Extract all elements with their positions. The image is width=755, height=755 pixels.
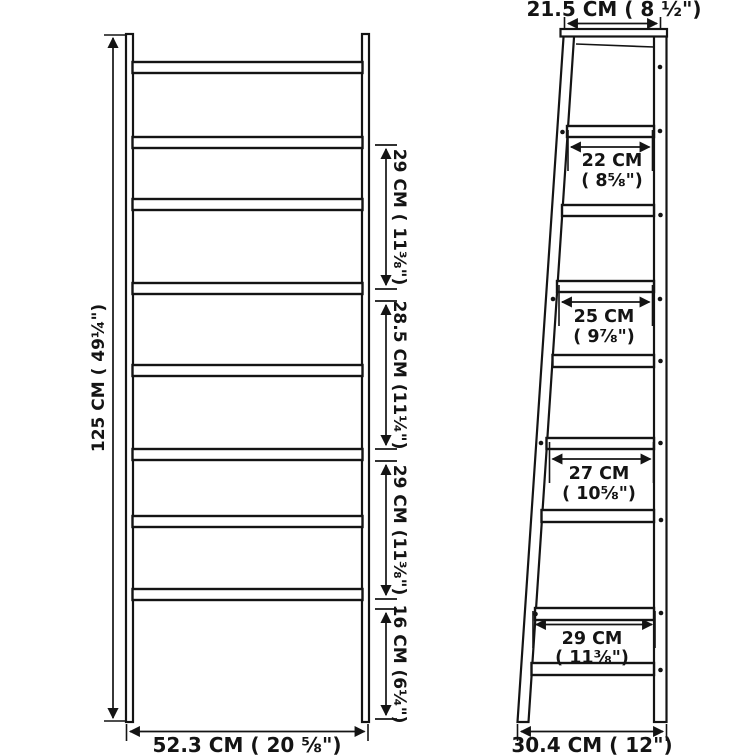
shelf-board [562,205,654,216]
shelf-board [542,510,655,522]
screw-dot [658,359,663,364]
spacing-label-4: 16 CM (6¼") [389,604,409,724]
front-view [89,34,409,755]
screw-dot [658,129,663,134]
shelf-rung [133,449,363,460]
shelf-depth-dimension-2 [559,285,653,347]
screw-dot [533,612,538,617]
shelf-board [547,438,655,449]
screw-dot [539,441,544,446]
shelf-depth-2-line2: ( 9⅞") [573,327,635,347]
shelf-rung [133,62,363,73]
shelf-board [535,608,654,620]
shelf-rung [133,589,363,600]
screw-dot [659,611,664,616]
side-bottom-width-label: 30.4 CM ( 12") [511,733,673,755]
height-dimension-label: 125 CM ( 49¼") [89,303,109,453]
side-top-width-dimension [526,0,701,29]
shelf-depth-dimension-3 [550,442,654,504]
shelf-depth-1-line1: 22 CM [581,151,643,171]
side-view [511,0,701,755]
shelf-depth-3-line2: ( 10⅝") [562,484,636,504]
shelf-rung [133,199,363,210]
front-width-label: 52.3 CM ( 20 ⅝") [152,733,342,755]
screw-dot [659,518,664,523]
side-top-width-label: 21.5 CM ( 8 ½") [526,0,702,21]
screw-dot [658,65,663,70]
screw-dot [551,297,556,302]
side-rear-post [654,30,667,722]
shelf-depth-2-line1: 25 CM [573,307,635,327]
shelf-depth-dimension-1 [568,130,653,191]
screw-dot [658,441,663,446]
shelf-rung [133,365,363,376]
side-bottom-width-dimension [511,724,672,755]
spacing-label-2: 28.5 CM (11¼") [389,300,409,450]
shelf-rung [133,137,363,148]
shelf-board [567,126,654,137]
screw-dot [658,668,663,673]
spacing-label-3: 29 CM (11⅜") [389,464,409,596]
shelf-board [557,281,654,292]
height-dimension [89,35,126,721]
shelf-rung [133,516,363,527]
side-top-cap [561,29,668,37]
shelf-depth-1-line2: ( 8⅝") [581,171,643,191]
top-cap-underside [576,44,654,47]
screw-dot [658,297,663,302]
shelf-spacing-dimensions [375,145,409,723]
shelf-rung [133,283,363,294]
spacing-label-1: 29 CM ( 11⅜") [389,148,409,286]
front-shelf-rungs [133,62,363,600]
shelf-depth-4-line1: 29 CM [561,629,623,649]
shelf-depth-4-line2: ( 11⅜") [555,648,629,668]
shelf-depth-3-line1: 27 CM [568,464,630,484]
screw-dot [560,130,565,135]
front-width-dimension [127,724,369,755]
screw-dot [658,213,663,218]
shelf-board [553,355,655,367]
